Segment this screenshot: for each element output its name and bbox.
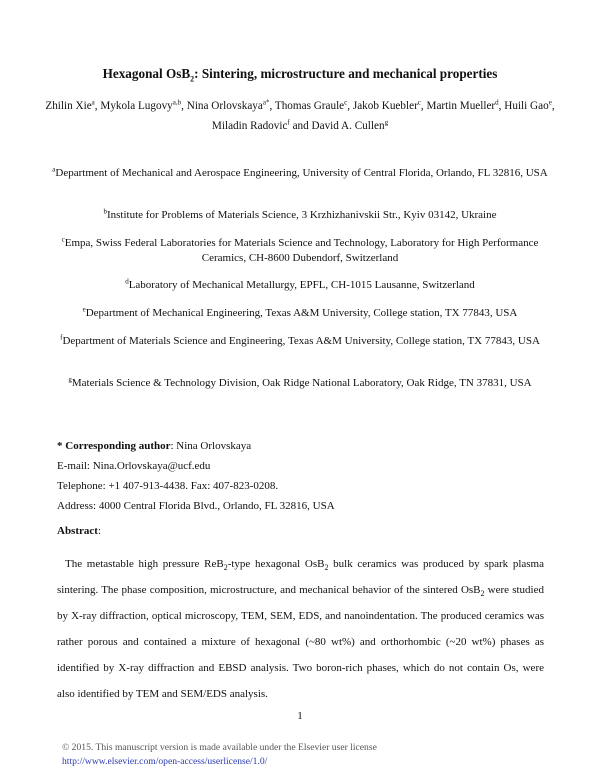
- author-name: David A. Cullen: [311, 120, 385, 132]
- author-name: Martin Mueller: [426, 100, 496, 112]
- abstract-body: The metastable high pressure ReB$_2$-type hexagonal OsB$_2$ bulk ceramics was produced by spark plasma sintering. The phase composition, microstructure, and mechanical behavior of the sintered OsB$_2$ were studied by X-ray diffraction, optical microscopy, TEM, SEM, EDS, and nanoindentation. The produced ceramics was rather porous and contained a mixture of hexagonal (~80 wt%) and orthorhombic (~20 wt%) phases as identified by X-ray diffraction and EBSD analysis. Two boron-rich phases, which do not contain Os, were also identified by TEM and SEM/EDS analysis.: [57, 558, 544, 700]
- license-footer: [62, 741, 377, 769]
- author-affiliation-marker: a*: [262, 98, 270, 107]
- author-separator: ,: [94, 100, 101, 112]
- affiliation-d: $^d$Laboratory of Mechanical Metallurgy, EPFL, CH-1015 Lausanne, Switzerland: [125, 277, 475, 291]
- abstract-heading: Abstract:: [57, 525, 101, 537]
- paper-title: Hexagonal OsB$_2$: Sintering, microstructure and mechanical properties: [102, 66, 498, 84]
- license-text: © 2015. This manuscript version is made available under the Elsevier user license: [62, 742, 377, 753]
- affiliation-e: $^e$Department of Mechanical Engineering, Texas A&M University, College station, TX 77843, USA: [82, 305, 518, 319]
- author-separator: ,: [181, 100, 187, 112]
- author-affiliation-marker: d: [495, 98, 499, 107]
- author-list: [40, 96, 560, 136]
- author-separator: ,: [269, 100, 275, 112]
- author-affiliation-marker: c: [344, 98, 348, 107]
- corresponding-author-block: [57, 436, 335, 516]
- affiliation-c: $^c$Empa, Swiss Federal Laboratories for Materials Science and Technology, Laboratory for High Performance Ceramics, CH-8600 Dubendorf, Switzerland: [61, 235, 539, 264]
- author-name: Mykola Lugovy: [100, 100, 173, 112]
- author-separator: and: [289, 120, 312, 132]
- phone-line: Telephone: +1 407-913-4438. Fax: 407-823-0208.: [57, 480, 279, 492]
- author-separator: ,: [347, 100, 353, 112]
- license-link[interactable]: http://www.elsevier.com/open-access/userlicense/1.0/: [62, 756, 268, 767]
- author-name: Jakob Kuebler: [352, 100, 418, 112]
- affiliation-f: $^f$Department of Materials Science and Engineering, Texas A&M University, College station, TX 77843, USA: [60, 333, 540, 347]
- author-separator: ,: [498, 100, 505, 112]
- author-name: Thomas Graule: [274, 100, 345, 112]
- author-name: Miladin Radovic: [211, 120, 288, 132]
- affiliation-g: $^g$Materials Science & Technology Division, Oak Ridge National Laboratory, Oak Ridge, TN 37831, USA: [68, 375, 532, 389]
- author-affiliation-marker: c: [417, 98, 421, 107]
- author-affiliation-marker: a,b: [172, 98, 182, 107]
- author-affiliation-marker: f: [287, 118, 290, 127]
- author-separator: ,: [551, 100, 555, 112]
- address-line: Address: 4000 Central Florida Blvd., Orlando, FL 32816, USA: [57, 500, 335, 512]
- author-name: Nina Orlovskaya: [186, 100, 263, 112]
- affiliation-a: $^a$Department of Mechanical and Aerospace Engineering, University of Central Florida, Orlando, FL 32816, USA: [52, 165, 548, 179]
- author-affiliation-marker: a: [91, 98, 95, 107]
- author-affiliation-marker: e: [548, 98, 552, 107]
- author-name: Huili Gao: [504, 100, 549, 112]
- author-name: Zhilin Xie: [45, 100, 92, 112]
- email-line: E-mail: Nina.Orlovskaya@ucf.edu: [57, 460, 211, 472]
- page-number: 1: [297, 710, 303, 722]
- affiliation-b: $^b$Institute for Problems of Materials Science, 3 Krzhizhanivskii Str., Kyiv 03142, Ukraine: [103, 207, 497, 221]
- author-affiliation-marker: g: [384, 118, 389, 127]
- author-separator: ,: [420, 100, 427, 112]
- corresponding-author: * Corresponding author: Nina Orlovskaya: [57, 440, 252, 452]
